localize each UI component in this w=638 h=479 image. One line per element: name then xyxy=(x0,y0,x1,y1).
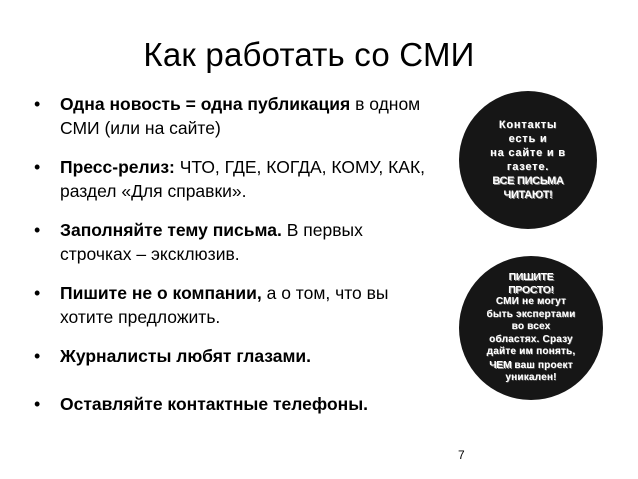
callout-emphasis: ЧЕМ xyxy=(489,358,512,371)
page-number: 7 xyxy=(458,448,465,462)
bullet-text: в одном СМИ (или на сайте) xyxy=(60,94,421,138)
bullet-text: В первых строчках – эксклюзив. xyxy=(60,220,363,264)
callout-line: Контакты xyxy=(498,119,558,131)
bullet-bold-text: Оставляйте контактные телефоны. xyxy=(60,394,369,414)
callout-line: газете. xyxy=(506,161,550,173)
bullet-bold-text: Журналисты любят глазами. xyxy=(60,346,312,366)
bullet-item xyxy=(34,92,434,140)
callout-line: во всех xyxy=(511,321,551,333)
contacts-callout xyxy=(459,91,597,229)
bullet-dot-icon: • xyxy=(34,157,41,177)
bullet-bold-text: Пресс-релиз: xyxy=(60,157,175,177)
bullet-dot-icon: • xyxy=(34,283,41,303)
callout-emphasis: ПИШИТЕ xyxy=(508,271,554,284)
callout-line: быть экспертами xyxy=(486,308,576,320)
bullet-text: а о том, что вы хотите предложить. xyxy=(60,283,389,327)
bullet-item xyxy=(34,281,434,329)
callout-line: областях. Сразу xyxy=(489,333,573,345)
bullet-dot-icon: • xyxy=(34,94,41,114)
bullet-dot-icon: • xyxy=(34,346,41,366)
write-simply-callout xyxy=(459,256,603,400)
bullet-item xyxy=(34,218,434,266)
callout-emphasis: ПРОСТО! xyxy=(508,283,554,296)
callout-line: есть и xyxy=(508,133,548,145)
bullet-bold-text: Заполняйте тему письма. xyxy=(60,220,282,240)
bullet-item xyxy=(34,155,434,203)
bullet-item xyxy=(34,344,434,368)
callout-line: уникален! xyxy=(505,372,557,384)
callout-text: ваш проект xyxy=(511,359,573,371)
slide-title xyxy=(0,36,638,74)
bullet-list xyxy=(34,92,434,431)
bullet-dot-icon: • xyxy=(34,220,41,240)
callout-line: СМИ не могут xyxy=(495,296,567,308)
bullet-dot-icon: • xyxy=(34,394,41,414)
callout-line: на сайте и в xyxy=(490,147,566,159)
bullet-item xyxy=(34,392,434,416)
callout-emphasis: ЧИТАЮТ! xyxy=(503,189,553,201)
callout-line: дайте им понять, xyxy=(486,346,576,358)
slide-title-text: Как работать со СМИ xyxy=(143,36,475,73)
callout-emphasis: ВСЕ ПИСЬМА xyxy=(492,175,564,187)
callout-line xyxy=(489,359,573,373)
bullet-bold-text: Пишите не о компании, xyxy=(60,283,262,303)
bullet-bold-text: Одна новость = одна публикация xyxy=(60,94,351,114)
bullet-text: ЧТО, ГДЕ, КОГДА, КОМУ, КАК, раздел «Для справки». xyxy=(60,157,426,201)
